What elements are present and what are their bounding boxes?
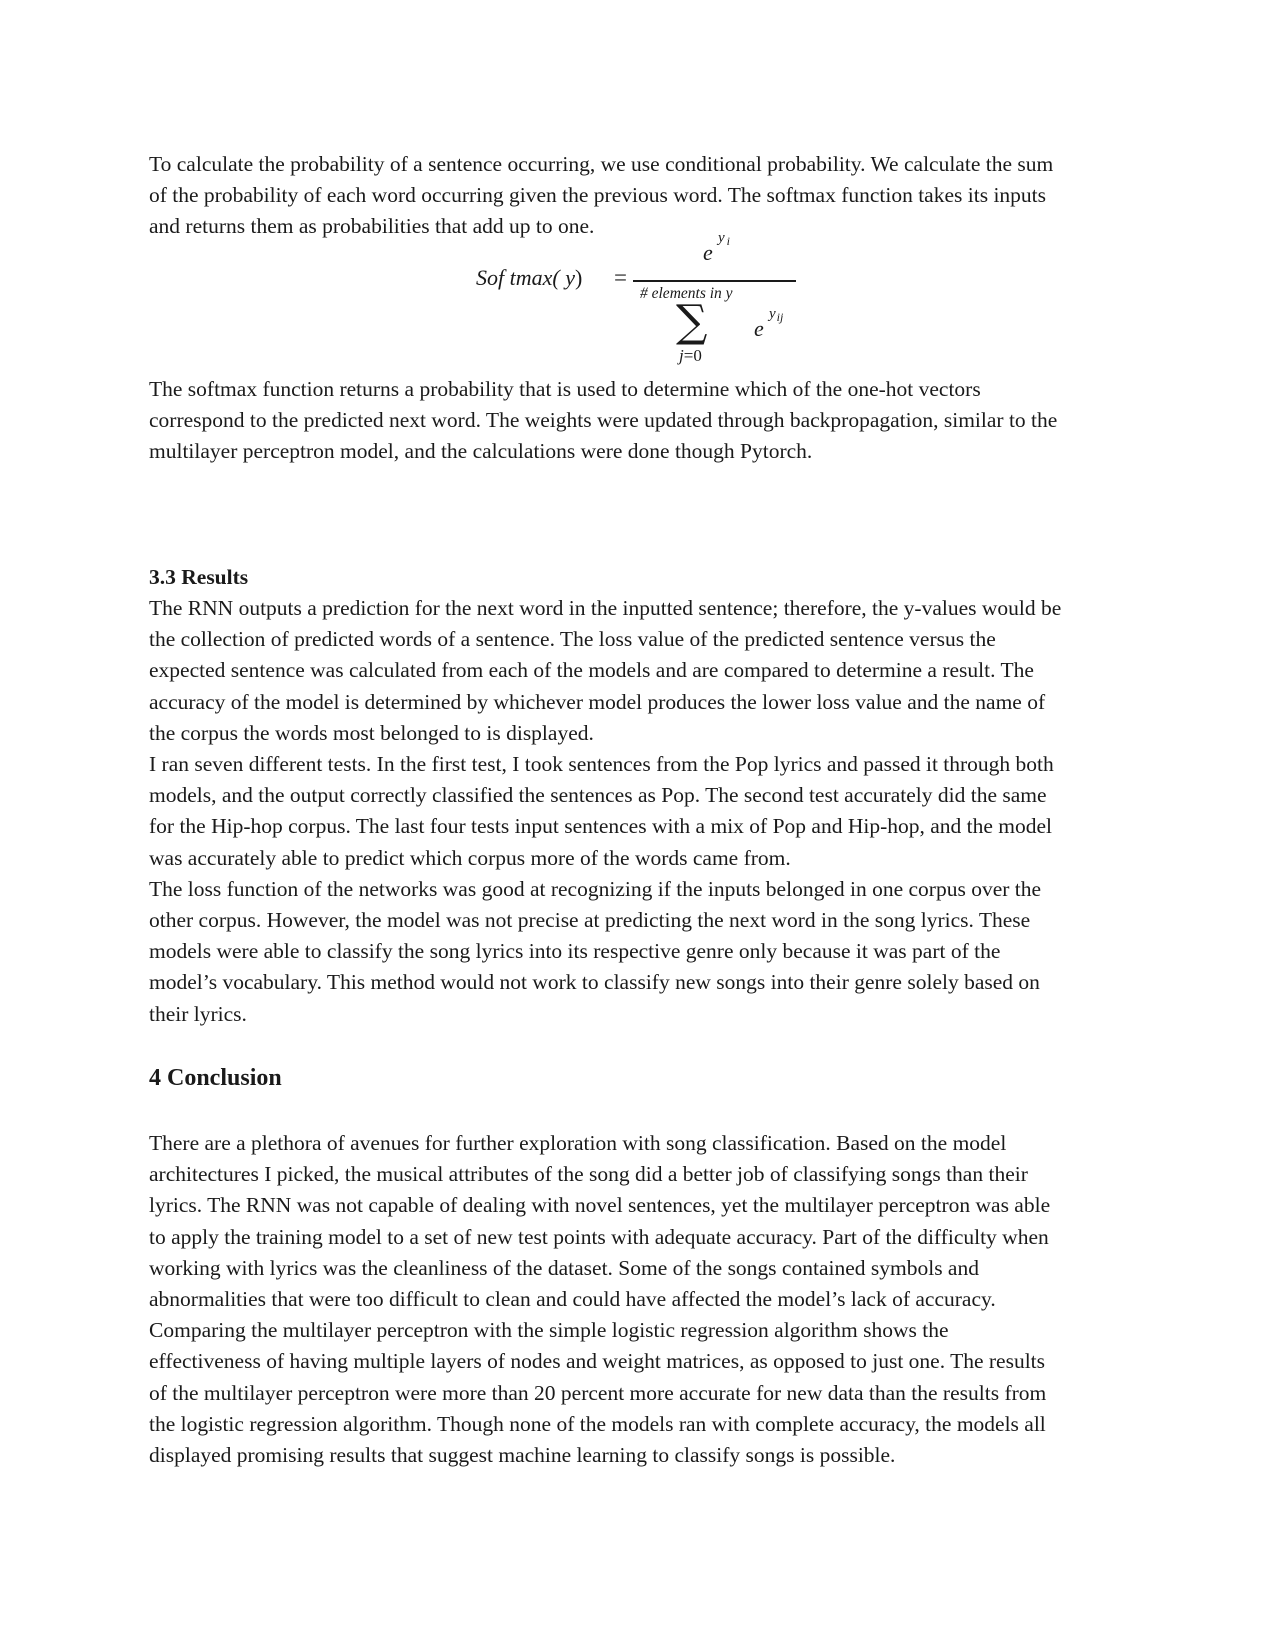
equation-denominator-term xyxy=(754,306,784,342)
text-line: and returns them as probabilities that add up to one. xyxy=(149,214,595,239)
text-line: effectiveness of having multiple layers of nodes and weight matrices, as opposed to just one. The results xyxy=(149,1349,1046,1374)
sum-lower-limit xyxy=(679,346,702,366)
text-line: abnormalities that were too difficult to clean and could have affected the model’s lack of accuracy. xyxy=(149,1287,996,1312)
denominator-exponent xyxy=(769,306,783,323)
intro-paragraph xyxy=(149,149,1134,243)
text-line: model’s vocabulary. This method would not work to classify new songs into their genre solely based on xyxy=(149,970,1040,995)
numerator-exponent-sub: i xyxy=(726,234,731,248)
denominator-base: e xyxy=(754,316,764,341)
text-line: There are a plethora of avenues for further exploration with song classification. Based on the model xyxy=(149,1131,1007,1155)
text-line: displayed promising results that suggest machine learning to classify songs is possible. xyxy=(149,1443,896,1468)
results-paragraph xyxy=(149,593,1134,1030)
text-line: the logistic regression algorithm. Though none of the models ran with complete accuracy, the models all xyxy=(149,1411,1046,1436)
text-line: The softmax function returns a probability that is used to determine which of the one-hot vectors xyxy=(149,377,981,401)
text-line: was accurately able to predict which corpus more of the words came from. xyxy=(149,845,791,870)
text-line: of the multilayer perceptron were more than 20 percent more accurate for new data than the results from xyxy=(149,1380,1047,1405)
text-line: Comparing the multilayer perceptron with the simple logistic regression algorithm shows the xyxy=(149,1318,949,1343)
fraction-bar xyxy=(633,280,796,282)
conclusion-heading: 4 Conclusion xyxy=(149,1065,282,1091)
softmax-paragraph xyxy=(149,374,1134,468)
text-line: the corpus the words most belonged to is displayed. xyxy=(149,720,594,745)
text-line: The loss function of the networks was good at recognizing if the inputs belonged in one corpus over the xyxy=(149,876,1042,901)
equation-numerator xyxy=(703,230,731,266)
conclusion-paragraph xyxy=(149,1128,1134,1471)
text-line: lyrics. The RNN was not capable of dealing with novel sentences, yet the multilayer perceptron was able xyxy=(149,1193,1051,1218)
text-line: architectures I picked, the musical attributes of the song did a better job of classifying songs than their xyxy=(149,1162,1028,1187)
text-line: the collection of predicted words of a sentence. The loss value of the predicted sentence versus the xyxy=(149,627,996,652)
text-line: correspond to the predicted next word. The weights were updated through backpropagation, similar to the xyxy=(149,408,1058,433)
equation-lhs-close: ) xyxy=(574,265,583,290)
equation-lhs xyxy=(476,265,582,291)
text-line: The RNN outputs a prediction for the next word in the inputted sentence; therefore, the y-values would be xyxy=(149,596,1062,620)
text-line: of the probability of each word occurring given the previous word. The softmax function takes its inputs xyxy=(149,183,1047,208)
text-line: expected sentence was calculated from each of the models and are compared to determine a result. The xyxy=(149,658,1034,683)
text-line: other corpus. However, the model was not precise at predicting the next word in the song lyrics. These xyxy=(149,908,1031,933)
equation-function-name: Sof tmax( xyxy=(476,265,560,290)
denominator-exponent-sub: ij xyxy=(776,310,784,324)
sigma-symbol: ∑ xyxy=(676,296,708,347)
results-heading: 3.3 Results xyxy=(149,565,249,589)
sum-lower-var: j xyxy=(679,346,684,365)
numerator-exponent xyxy=(718,230,730,247)
text-line: I ran seven different tests. In the first test, I took sentences from the Pop lyrics and passed it through both xyxy=(149,752,1054,777)
text-line: models, and the output correctly classified the sentences as Pop. The second test accurately did the same xyxy=(149,783,1047,808)
numerator-exponent-var: y xyxy=(718,230,725,246)
numerator-base: e xyxy=(703,240,713,265)
text-line: to apply the training model to a set of new test points with adequate accuracy. Part of the difficulty when xyxy=(149,1224,1049,1249)
sum-upper-limit: # elements in y xyxy=(640,285,733,302)
text-line: models were able to classify the song lyrics into its respective genre only because it was part of the xyxy=(149,939,1001,964)
equation-equals-sign: = xyxy=(614,265,627,290)
text-line: multilayer perceptron model, and the calculations were done though Pytorch. xyxy=(149,439,813,464)
equation-lhs-variable: y xyxy=(559,265,575,290)
text-line: for the Hip-hop corpus. The last four tests input sentences with a mix of Pop and Hip-hop, and the model xyxy=(149,814,1053,839)
denominator-exponent-var: y xyxy=(769,306,776,322)
text-line: accuracy of the model is determined by whichever model produces the lower loss value and the name of xyxy=(149,689,1046,714)
sum-lower-rest: =0 xyxy=(683,346,702,365)
text-line: their lyrics. xyxy=(149,1001,247,1026)
text-line: working with lyrics was the cleanliness of the dataset. Some of the songs contained symbols and xyxy=(149,1255,979,1280)
text-line: To calculate the probability of a sentence occurring, we use conditional probability. We calculate the sum xyxy=(149,152,1054,176)
